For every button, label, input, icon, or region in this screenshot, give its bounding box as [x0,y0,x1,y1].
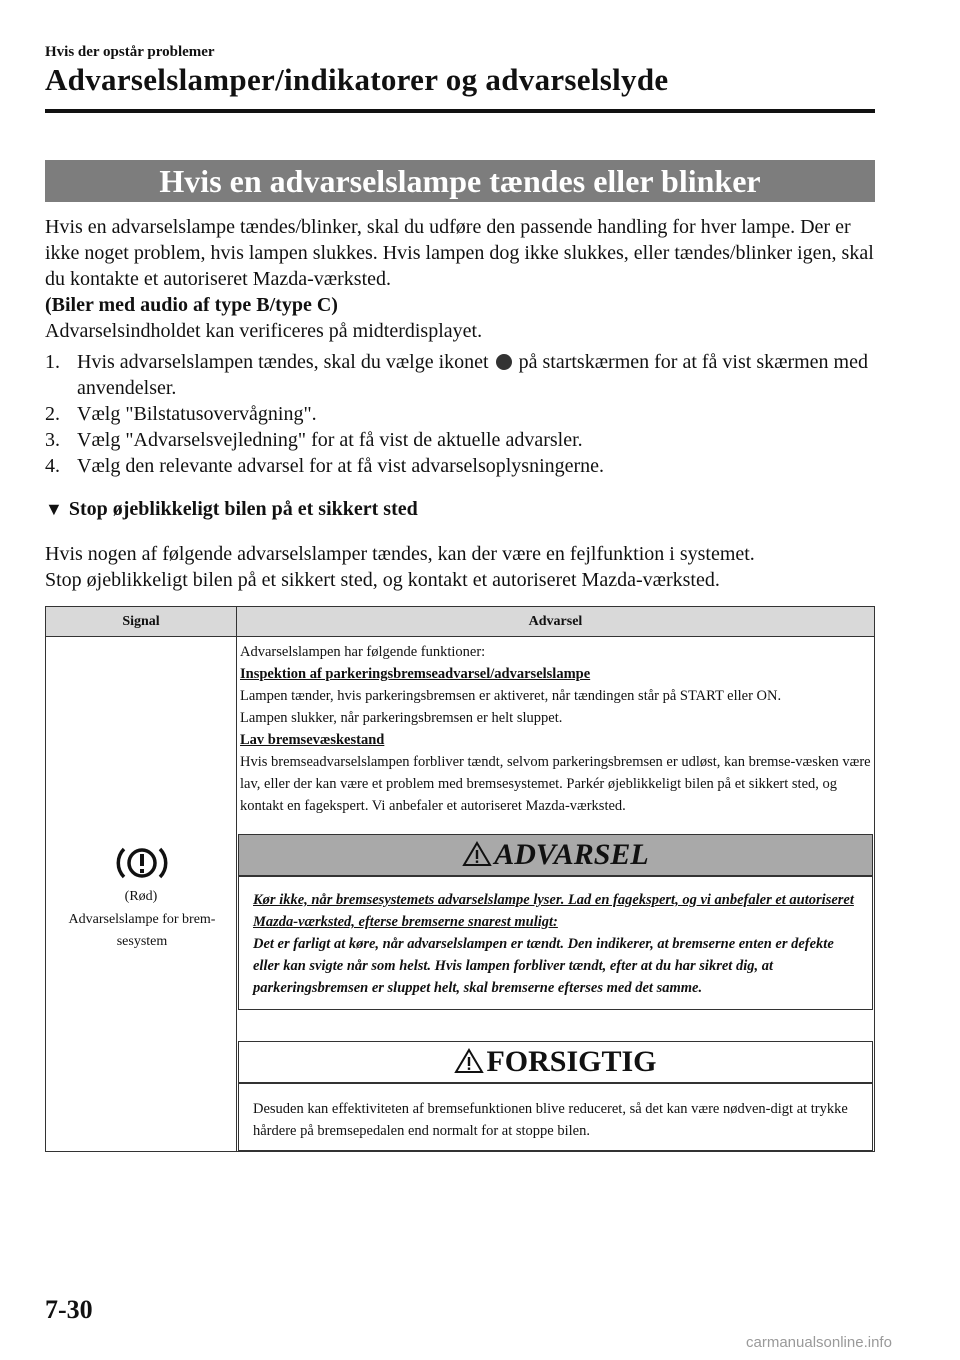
step-number: 1. [45,351,60,373]
warning-box-title: ADVARSEL [494,838,649,871]
section-banner: Hvis en advarselslampe tændes eller blinker [45,160,875,202]
warning-box [238,834,873,1010]
section-label: Hvis der opstår problemer [45,44,215,60]
warning-box-body [239,877,872,999]
step-item [45,453,875,479]
intro-paragraph: Hvis en advarselslampe tændes/blinker, skal du udføre den passende handling for hver lampe. Der er ikke noget problem, hvis lampen slukkes. Hvis lampen dog ikke slukkes, eller tændes/blinker igen, skal du kontakte et autoriseret Mazda-værksted. [45,216,874,290]
caution-box-title: FORSIGTIG [486,1045,657,1078]
signal-cell [46,637,236,1151]
sub-heading-text: Stop øjeblikkeligt bilen på et sikkert sted [68,498,418,520]
audio-note: (Biler med audio af type B/type C) [45,294,338,316]
caution-box-text: Desuden kan effektiviteten af bremsefunktionen blive reduceret, så det kan være nødven-digt at trykke hårdere på bremsepedalen end normalt for at stoppe bilen. [253,1101,848,1139]
column-divider [236,637,237,1151]
warning-triangle-icon [462,841,492,867]
step-text: Vælg "Bilstatusovervågning". [77,403,317,425]
chapter-title: Advarselslamper/indikatorer og advarselslyde [45,62,669,97]
step-text-after: på startskærmen for at få vist skærmen med anvendelser. [77,351,868,399]
sub-heading [45,498,418,521]
step-number: 3. [45,429,60,451]
advarsel-subhead: Lav bremsevæskestand [240,732,385,748]
column-header-signal: Signal [122,614,160,629]
advarsel-text: Lampen tænder, hvis parkeringsbremsen er aktiveret, når tændingen står på START eller ON. [240,688,782,704]
step-text-before: Hvis advarselslampen tændes, skal du vælge ikonet [77,351,489,373]
step-item [45,401,875,427]
advarsel-lead: Advarselslampen har følgende funktioner: [240,644,486,660]
step-text: Vælg den relevante advarsel for at få vist advarselsoplysningerne. [77,455,605,477]
brake-warning-icon [114,843,170,883]
intro-block [45,214,875,344]
triangle-marker-icon: ▼ [45,499,63,519]
chapter-divider [45,109,875,113]
advarsel-text: Hvis bremseadvarselslampen forbliver tændt, selvom parkeringsbremsen er udløst, kan bremse-væsken være lav, eller der kan være et problem med bremsesystemet. Parkér øjeblikkeligt bilen på et sikkert sted, og kontakt en fagekspert. Vi anbefaler et autoriseret Mazda-værksted. [240,754,871,814]
column-header-advarsel: Advarsel [528,614,583,629]
warning-intro [45,541,875,593]
advarsel-subhead: Inspektion af parkeringsbremseadvarsel/advarselslampe [240,666,591,682]
apps-icon [496,354,512,370]
page-number: 7-30 [45,1295,93,1324]
table-header-row [46,607,874,637]
site-watermark: carmanualsonline.info [746,1334,892,1351]
step-item [45,427,875,453]
signal-color-label: (Rød) [124,889,158,904]
caution-box-header [239,1042,872,1084]
step-text [77,349,875,401]
warning-box-lead: Kør ikke, når bremsesystemets advarselslampe lyser. Lad en fagekspert, og vi anbefaler et autoriseret Mazda-værksted, efterse bremserne snarest muligt: [253,892,854,930]
caution-box [238,1041,873,1151]
step-item [45,349,875,401]
warning-box-header [239,835,872,877]
advarsel-text: Lampen slukker, når parkeringsbremsen er helt sluppet. [240,710,563,726]
steps-list [45,349,875,479]
warning-intro-line: Stop øjeblikkeligt bilen på et sikkert sted, og kontakt et autoriseret Mazda-værksted. [45,569,720,591]
signal-caption: Advarselslampe for brem-sesystem [68,912,216,949]
advarsel-cell [240,641,872,817]
step-number: 4. [45,455,60,477]
warning-lamp-table [45,606,875,1152]
warning-triangle-icon [454,1048,484,1074]
warning-box-text: Det er farligt at køre, når advarselslampen er tændt. Den indikerer, at bremserne enten er defekte eller kan svigte når som helst. Hvis lampen forbliver tændt, efter at du har sikret dig, at parkeringsbremsen er sluppet helt, skal bremserne efterses med det samme. [253,936,834,996]
step-number: 2. [45,403,60,425]
warning-intro-line: Hvis nogen af følgende advarselslamper tændes, kan der være en fejlfunktion i systemet. [45,543,755,565]
step-text: Vælg "Advarselsvejledning" for at få vist de aktuelle advarsler. [77,429,583,451]
display-note: Advarselsindholdet kan verificeres på midterdisplayet. [45,320,483,342]
